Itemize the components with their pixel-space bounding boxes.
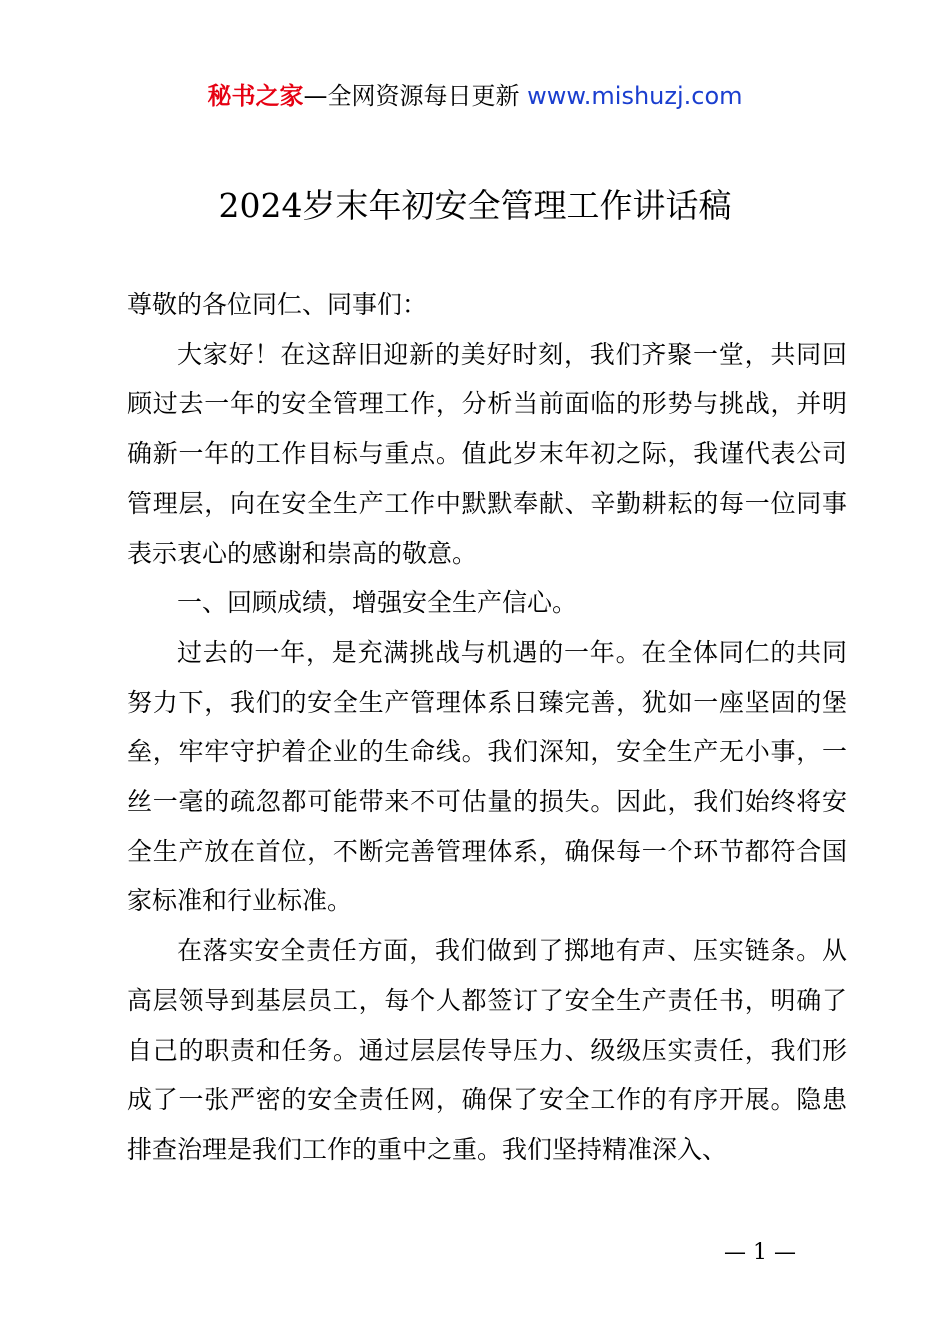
document-body: [127, 280, 847, 1175]
paragraph-opening: 大家好！在这辞旧迎新的美好时刻，我们齐聚一堂，共同回顾过去一年的安全管理工作，分析当前面临的形势与挑战，并明确新一年的工作目标与重点。值此岁末年初之际，我谨代表公司管理层，向在安全生产工作中默默奉献、辛勤耕耘的每一位同事表示衷心的感谢和崇高的敬意。: [127, 339, 847, 568]
banner-url-link[interactable]: www.mishuzj.com: [527, 82, 743, 110]
site-banner: [0, 80, 950, 112]
salutation: 尊敬的各位同仁、同事们：: [127, 290, 428, 319]
section-heading-1: 一、回顾成绩，增强安全生产信心。: [177, 588, 578, 618]
paragraph-review: 过去的一年，是充满挑战与机遇的一年。在全体同仁的共同努力下，我们的安全生产管理体系日臻完善，犹如一座坚固的堡垒，牢牢守护着企业的生命线。我们深知，安全生产无小事，一丝一毫的疏忽都可能带来不可估量的损失。因此，我们始终将安全生产放在首位，不断完善管理体系，确保每一个环节都符合国家标准和行业标准。: [127, 637, 847, 916]
banner-brand: 秘书之家: [207, 82, 304, 110]
paragraph-responsibility: 在落实安全责任方面，我们做到了掷地有声、压实链条。从高层领导到基层员工，每个人都签订了安全生产责任书，明确了自己的职责和任务。通过层层传导压力、级级压实责任，我们形成了一张严密的安全责任网，确保了安全工作的有序开展。隐患排查治理是我们工作的重中之重。我们坚持精准深入、: [127, 936, 847, 1164]
document-title: 2024岁末年初安全管理工作讲话稿: [218, 186, 732, 225]
page-number: — 1 —: [724, 1240, 796, 1265]
banner-tagline: —全网资源每日更新: [303, 82, 520, 110]
